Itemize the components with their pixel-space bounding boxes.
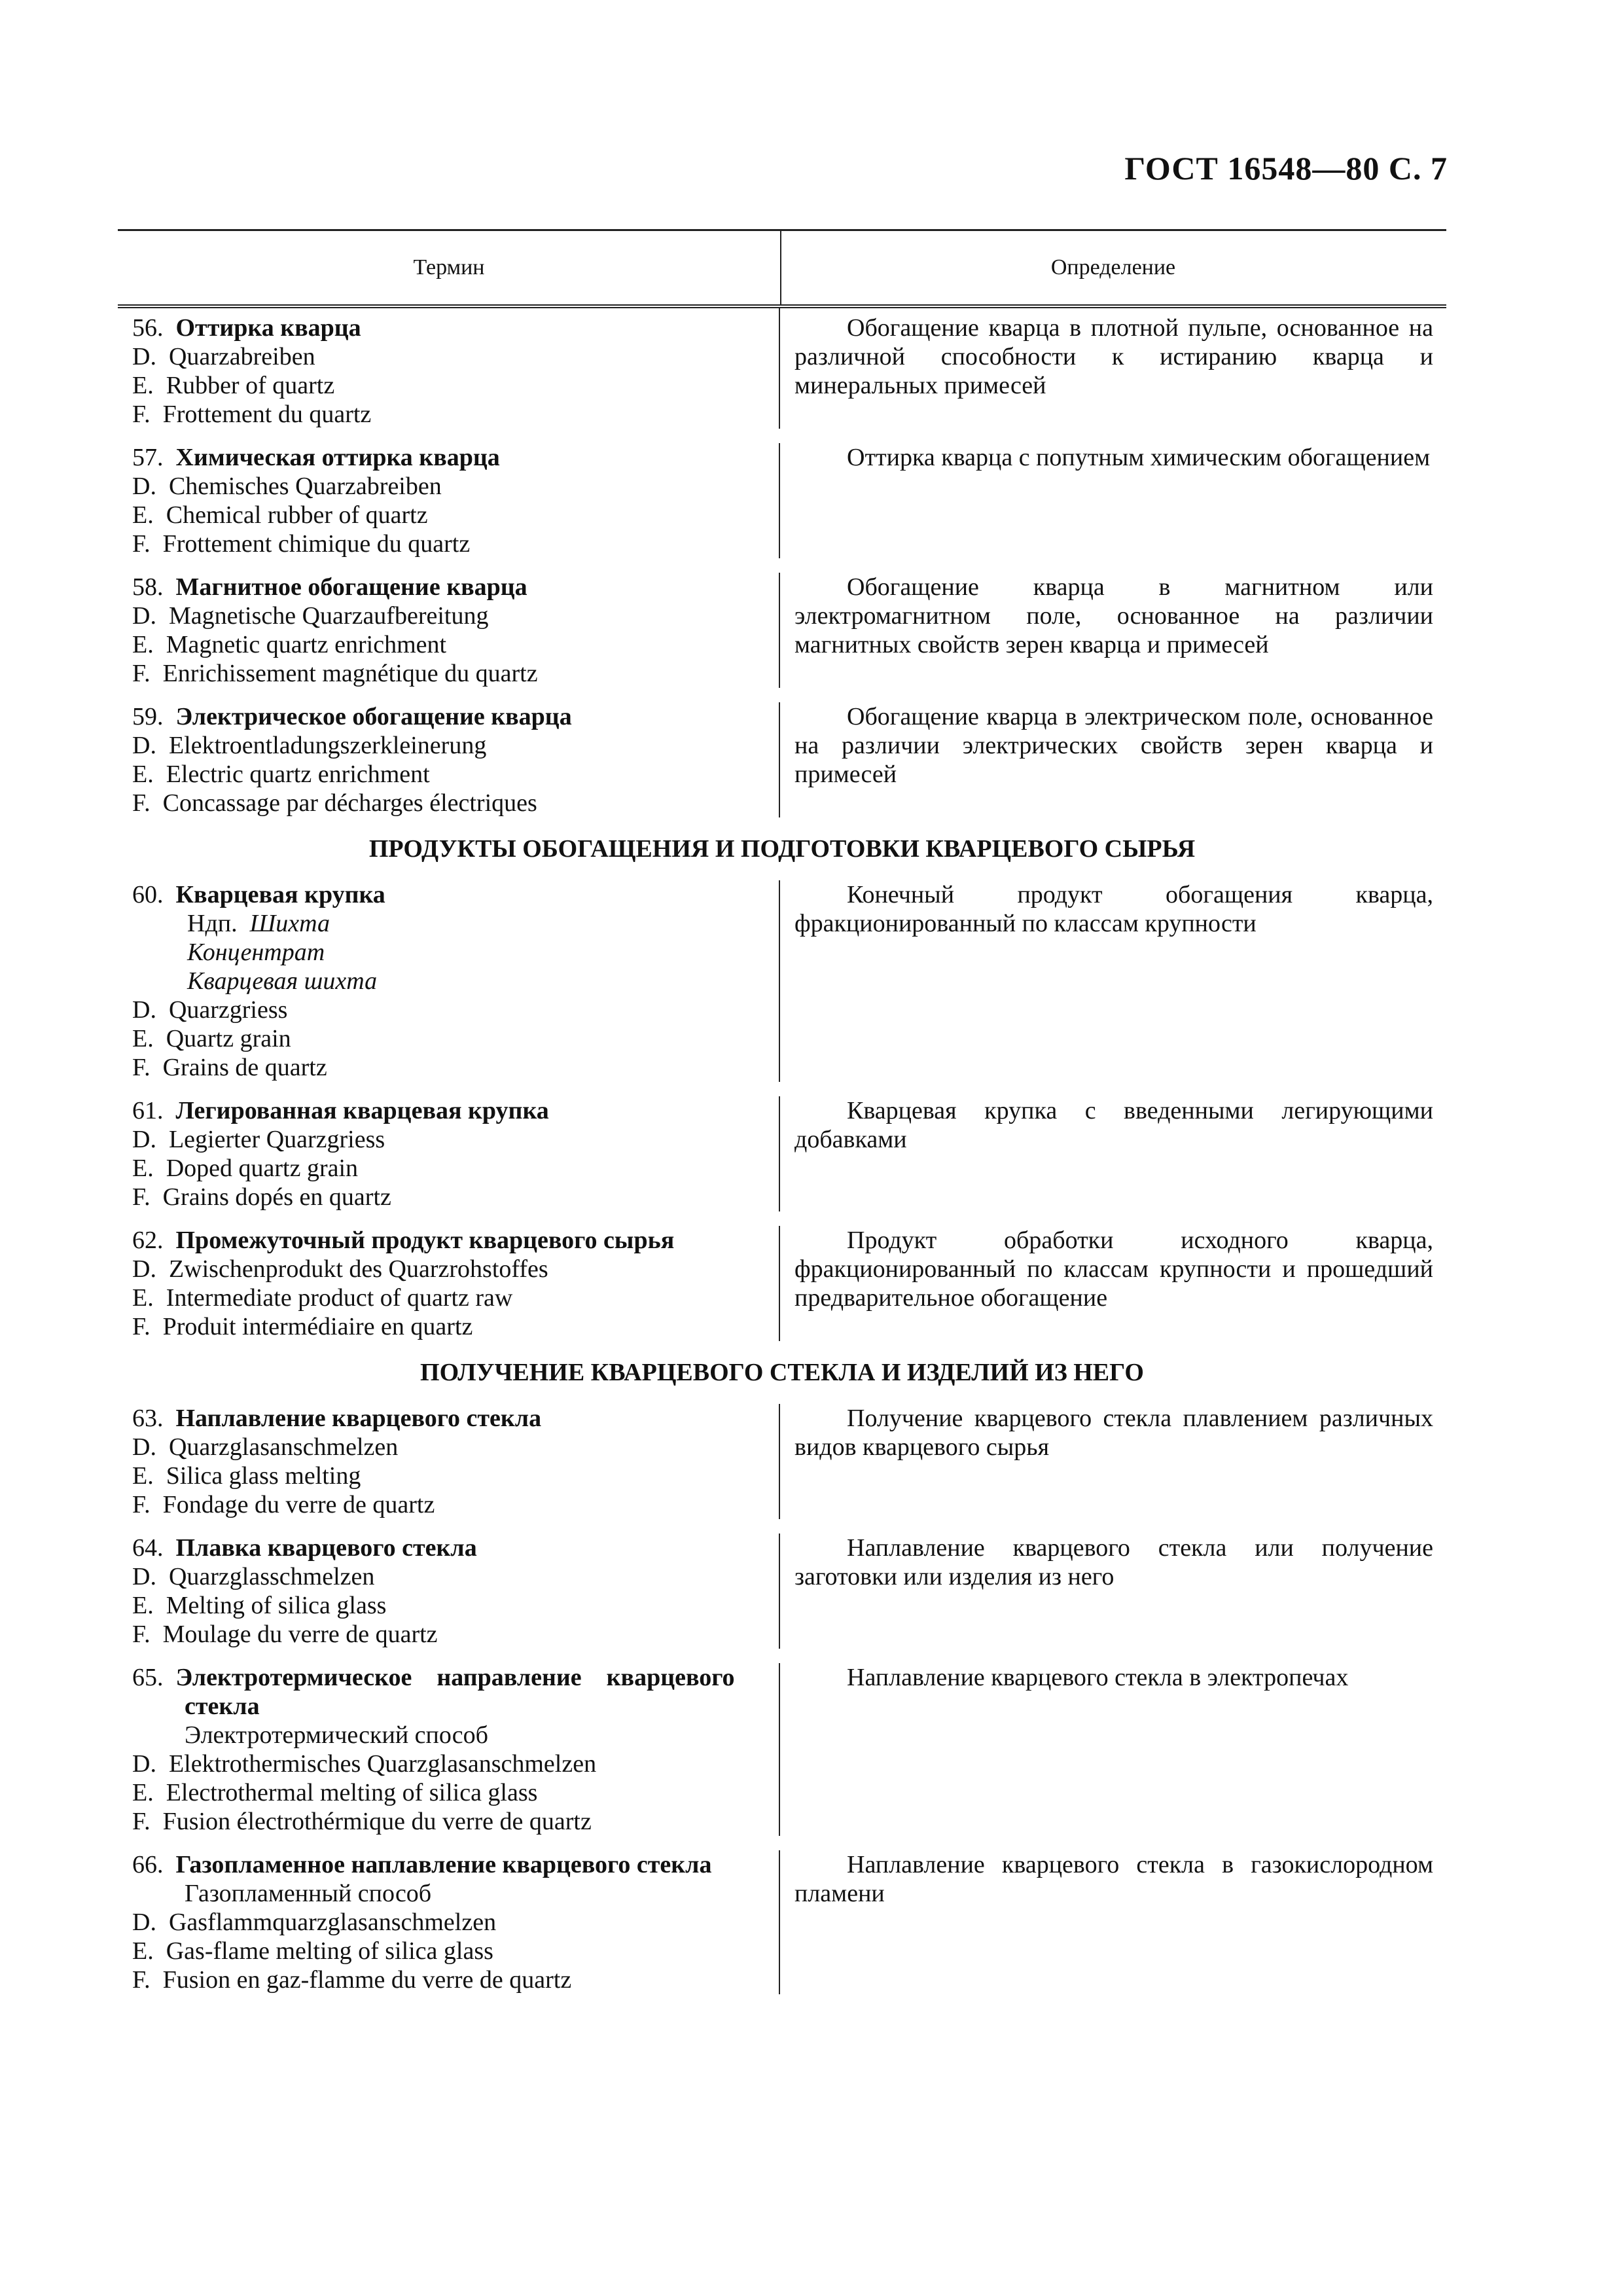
term-name: Оттирка кварца	[175, 314, 361, 342]
term-french: Fusion électrothérmique du verre de quartz	[162, 1808, 592, 1835]
term-german: Chemisches Quarzabreiben	[168, 473, 442, 500]
term-cell	[118, 1534, 780, 1649]
lang-label-e: E.	[132, 372, 154, 399]
term-synonym: Газопламенный способ	[185, 1880, 432, 1907]
definition-text: Обогащение кварца в плотной пульпе, основанное на различной способности к истиранию кварца и минеральных примесей	[794, 314, 1433, 399]
term-number: 59.	[132, 703, 164, 730]
terms-table	[118, 229, 1446, 2014]
term-german: Quarzabreiben	[168, 343, 315, 370]
term-entry-59	[118, 702, 1446, 820]
definition-text: Кварцевая крупка с введенными легирующими добавками	[794, 1097, 1433, 1153]
term-german: Zwischenprodukt des Quarzrohstoffes	[168, 1255, 548, 1283]
term-name: Плавка кварцевого стекла	[175, 1534, 477, 1562]
lang-label-f: F.	[132, 1183, 151, 1211]
section-heading: ПОЛУЧЕНИЕ КВАРЦЕВОГО СТЕКЛА И ИЗДЕЛИЙ ИЗ НЕГО	[420, 1359, 1144, 1386]
term-number: 65.	[132, 1664, 164, 1691]
table-header	[118, 229, 1446, 308]
lang-label-d: D.	[132, 1255, 156, 1283]
term-german: Legierter Quarzgriess	[168, 1126, 385, 1153]
definition-text: Оттирка кварца с попутным химическим обогащением	[847, 444, 1431, 471]
lang-label-f: F.	[132, 1491, 151, 1518]
lang-label-d: D.	[132, 1563, 156, 1590]
definition-cell	[780, 1850, 1446, 1994]
term-german: Magnetische Quarzaufbereitung	[168, 602, 489, 630]
definition-cell	[780, 573, 1446, 688]
term-english: Chemical rubber of quartz	[166, 501, 428, 529]
term-french: Concassage par décharges électriques	[162, 789, 537, 817]
term-number: 62.	[132, 1227, 164, 1254]
definition-text: Получение кварцевого стекла плавлением различных видов кварцевого сырья	[794, 1405, 1433, 1461]
header-divider	[780, 231, 781, 304]
deprecated-term: Шихта	[249, 910, 330, 937]
term-cell	[118, 1096, 780, 1211]
term-english: Doped quartz grain	[166, 1155, 359, 1182]
lang-label-e: E.	[132, 761, 154, 788]
term-german: Quarzglasschmelzen	[168, 1563, 375, 1590]
definition-cell	[780, 1226, 1446, 1341]
column-header-definition: Определение	[1050, 255, 1176, 279]
term-entry-64	[118, 1534, 1446, 1663]
lang-label-e: E.	[132, 1284, 154, 1312]
definition-cell	[780, 880, 1446, 1082]
definition-cell	[780, 702, 1446, 817]
deprecated-label: Ндп.	[187, 910, 238, 937]
term-french: Fondage du verre de quartz	[162, 1491, 435, 1518]
term-english: Electric quartz enrichment	[166, 761, 430, 788]
column-header-term: Термин	[413, 255, 485, 279]
lang-label-f: F.	[132, 1808, 151, 1835]
term-french: Produit intermédiaire en quartz	[162, 1313, 473, 1340]
term-name: Электрическое обогащение кварца	[175, 703, 572, 730]
definition-text: Наплавление кварцевого стекла в газокислородном пламени	[794, 1851, 1433, 1907]
term-cell	[118, 1850, 780, 1994]
term-english: Quartz grain	[166, 1025, 291, 1052]
term-synonym: Электротермический способ	[185, 1721, 488, 1749]
lang-label-f: F.	[132, 530, 151, 558]
lang-label-d: D.	[132, 1909, 156, 1936]
term-cell	[118, 702, 780, 817]
lang-label-e: E.	[132, 1592, 154, 1619]
term-number: 61.	[132, 1097, 164, 1124]
term-cell	[118, 880, 780, 1082]
term-english: Melting of silica glass	[166, 1592, 387, 1619]
lang-label-f: F.	[132, 1054, 151, 1081]
term-entry-57	[118, 443, 1446, 573]
term-entry-61	[118, 1096, 1446, 1226]
definition-text: Наплавление кварцевого стекла в электропечах	[847, 1664, 1349, 1691]
term-name: Химическая оттирка кварца	[175, 444, 500, 471]
term-name: Электротермическое направление кварцевого	[175, 1664, 735, 1691]
term-english: Gas-flame melting of silica glass	[166, 1937, 493, 1965]
term-entry-60	[118, 880, 1446, 1096]
term-english: Magnetic quartz enrichment	[166, 631, 447, 658]
lang-label-e: E.	[132, 1025, 154, 1052]
definition-cell	[780, 443, 1446, 558]
lang-label-e: E.	[132, 501, 154, 529]
term-entry-65	[118, 1663, 1446, 1850]
definition-cell	[780, 1404, 1446, 1519]
lang-label-d: D.	[132, 602, 156, 630]
definition-text: Обогащение кварца в электрическом поле, основанное на различии электрических свойств зерен кварца и примесей	[794, 703, 1433, 788]
lang-label-e: E.	[132, 1462, 154, 1490]
term-name: Магнитное обогащение кварца	[175, 573, 527, 601]
definition-text: Наплавление кварцевого стекла или получение заготовки или изделия из него	[794, 1534, 1433, 1590]
term-entry-63	[118, 1404, 1446, 1534]
term-german: Gasflammquarzglasanschmelzen	[168, 1909, 497, 1936]
page-header: ГОСТ 16548—80 С. 7	[1124, 150, 1448, 187]
deprecated-term: Концентрат	[187, 939, 325, 966]
definition-text: Продукт обработки исходного кварца, фракционированный по классам крупности и прошедший предварительное обогащение	[794, 1227, 1433, 1312]
term-entry-58	[118, 573, 1446, 702]
lang-label-d: D.	[132, 1126, 156, 1153]
lang-label-f: F.	[132, 1313, 151, 1340]
lang-label-d: D.	[132, 1750, 156, 1778]
lang-label-f: F.	[132, 1966, 151, 1994]
deprecated-term: Кварцевая шихта	[187, 967, 378, 995]
term-number: 64.	[132, 1534, 164, 1562]
term-cell	[118, 1226, 780, 1341]
term-french: Grains dopés en quartz	[162, 1183, 391, 1211]
lang-label-f: F.	[132, 660, 151, 687]
term-cell	[118, 443, 780, 558]
lang-label-f: F.	[132, 1621, 151, 1648]
term-french: Frottement chimique du quartz	[162, 530, 471, 558]
lang-label-d: D.	[132, 996, 156, 1024]
term-french: Moulage du verre de quartz	[162, 1621, 438, 1648]
definition-text: Конечный продукт обогащения кварца, фракционированный по классам крупности	[794, 881, 1433, 937]
term-english: Rubber of quartz	[166, 372, 335, 399]
lang-label-d: D.	[132, 473, 156, 500]
definition-text: Обогащение кварца в магнитном или электромагнитном поле, основанное на различии магнитных свойств зерен кварца и примесей	[794, 573, 1433, 658]
term-english: Electrothermal melting of silica glass	[166, 1779, 538, 1806]
term-name: Кварцевая крупка	[175, 881, 385, 908]
term-name: Наплавление кварцевого стекла	[175, 1405, 542, 1432]
term-german: Quarzglasanschmelzen	[168, 1433, 399, 1461]
term-german: Quarzgriess	[168, 996, 288, 1024]
section-heading: ПРОДУКТЫ ОБОГАЩЕНИЯ И ПОДГОТОВКИ КВАРЦЕВОГО СЫРЬЯ	[368, 835, 1196, 863]
term-cell	[118, 314, 780, 429]
term-name: Газопламенное наплавление кварцевого стекла	[175, 1851, 712, 1878]
term-french: Enrichissement magnétique du quartz	[162, 660, 538, 687]
lang-label-e: E.	[132, 631, 154, 658]
term-cell	[118, 1663, 780, 1836]
lang-label-e: E.	[132, 1937, 154, 1965]
lang-label-d: D.	[132, 1433, 156, 1461]
term-french: Fusion en gaz-flamme du verre de quartz	[162, 1966, 572, 1994]
definition-cell	[780, 1534, 1446, 1649]
term-number: 66.	[132, 1851, 164, 1878]
term-french: Frottement du quartz	[162, 401, 372, 428]
term-cell	[118, 1404, 780, 1519]
lang-label-d: D.	[132, 732, 156, 759]
term-cell	[118, 573, 780, 688]
term-french: Grains de quartz	[162, 1054, 327, 1081]
lang-label-e: E.	[132, 1779, 154, 1806]
lang-label-f: F.	[132, 789, 151, 817]
term-number: 56.	[132, 314, 164, 342]
term-entry-56	[118, 314, 1446, 443]
lang-label-f: F.	[132, 401, 151, 428]
term-name: Легированная кварцевая крупка	[175, 1097, 549, 1124]
definition-cell	[780, 314, 1446, 429]
term-entry-62	[118, 1226, 1446, 1344]
term-number: 63.	[132, 1405, 164, 1432]
term-number: 60.	[132, 881, 164, 908]
term-number: 57.	[132, 444, 164, 471]
term-english: Intermediate product of quartz raw	[166, 1284, 513, 1312]
term-german: Elektroentladungszerkleinerung	[168, 732, 487, 759]
term-name-continued: стекла	[185, 1693, 260, 1720]
definition-cell	[780, 1663, 1446, 1836]
term-number: 58.	[132, 573, 164, 601]
term-english: Silica glass melting	[166, 1462, 361, 1490]
term-name: Промежуточный продукт кварцевого сырья	[175, 1227, 675, 1254]
lang-label-e: E.	[132, 1155, 154, 1182]
lang-label-d: D.	[132, 343, 156, 370]
term-german: Elektrothermisches Quarzglasanschmelzen	[168, 1750, 597, 1778]
term-entry-66	[118, 1850, 1446, 2014]
definition-cell	[780, 1096, 1446, 1211]
